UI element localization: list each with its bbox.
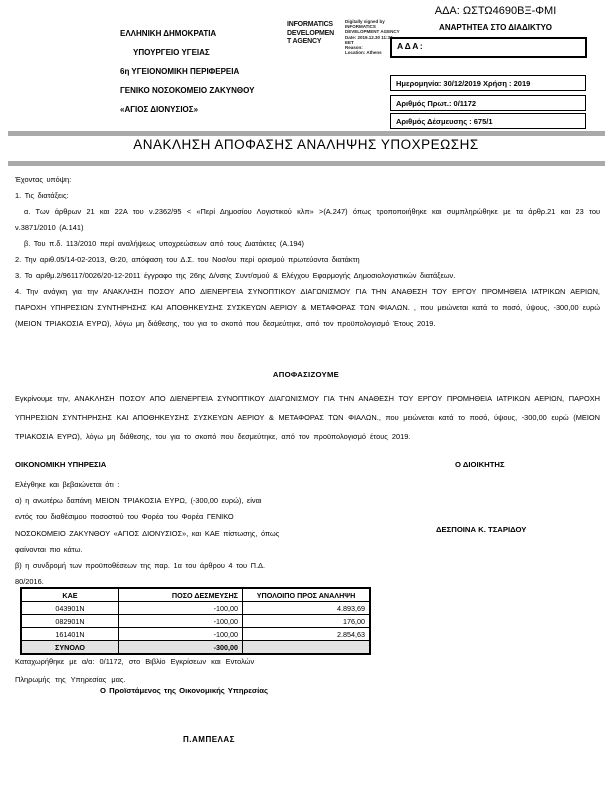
verification-line: α) η ανωτέρω δαπάνη ΜΕΙΟΝ ΤΡΙΑΚΟΣΙΑ ΕΥΡΩ, (-300,00 ευρώ), είναι (15, 496, 262, 506)
agency-stamp (287, 21, 334, 47)
preamble (15, 172, 600, 332)
title-divider-top (8, 131, 605, 136)
issuing-authority-block (120, 24, 254, 119)
decision-body: Εγκρίνουμε την, ΑΝΑΚΛΗΣΗ ΠΟΣΟΥ ΑΠΟ ΔΙΕΝΕΡΓΕΙΑ ΣΥΝΟΠΤΙΚΟΥ ΔΙΑΓΩΝΙΣΜΟΥ ΓΙΑ ΤΗΝ ΑΝΑΘΕΣΗ ΤΟΥ ΕΡΓΟΥ ΠΡΟΜΗΘΕΙΑ ΙΑΤΡΙΚΩΝ ΑΕΡΙΩΝ, ΠΑΡΟΧΗ ΥΠΗΡΕΣΙΩΝ ΣΥΝΤΗΡΗΣΗΣ ΚΑΙ ΑΠΟΘΗΚΕΥΣΗΣ ΣΥΣΚΕΥΩΝ ΑΕΡΙΟΥ & ΜΕΤΑΦΟΡΑΣ ΤΩΝ ΦΙΑΛΩΝ., που μειώνεται κατά το ποσό, ύψους, -300,00 ευρώ (ΜΕΙΟΝ ΤΡΙΑΚΟΣΙΑ ΕΥΡΩ), λόγω μη διάθεσης, του για το σκοπό που δεσμεύτηκε, από τον προϋπολογισμό έτους 2019. (15, 394, 600, 441)
document-title: ΑΝΑΚΛΗΣΗ ΑΠΟΦΑΣΗΣ ΑΝΑΛΗΨΗΣ ΥΠΟΧΡΕΩΣΗΣ (133, 137, 479, 152)
authority-line: ΥΠΟΥΡΓΕΙΟ ΥΓΕΙΑΣ (133, 48, 210, 57)
ada-box (390, 37, 587, 58)
commitments-table (20, 587, 371, 655)
verification-line: φαίνονται πιο κάτω. (15, 544, 83, 554)
title-divider-bottom (8, 161, 605, 166)
authority-line: ΓΕΝΙΚΟ ΝΟΣΟΚΟΜΕΙΟ ΖΑΚΥΝΘΟΥ (120, 86, 255, 95)
digital-signature-line: INFORMATICS (345, 24, 376, 30)
authority-line: 6η ΥΓΕΙΟΝΟΜΙΚΗ ΠΕΡΙΦΕΡΕΙΑ (120, 67, 240, 76)
remaining-cell: 4.893,69 (243, 602, 371, 615)
table-row (21, 628, 370, 641)
commander-name: ΔΕΣΠΟΙΝΑ Κ. ΤΣΑΡΙΔΟΥ (436, 525, 527, 534)
digital-signature-line: Digitally signed by (345, 19, 385, 24)
table-row (21, 602, 370, 615)
preamble-item-3: 3. Το αριθμ.2/96117/0026/20-12-2011 έγγραφο της 26ης Δ/νσης Συντ/σμού & Ελέγχου Εφαρμογής Δημοσιολογιστικών διατάξεων. (15, 271, 456, 280)
amount-cell: -100,00 (119, 628, 243, 641)
preamble-intro: Έχοντας υπόψη: (15, 175, 72, 184)
verification-line: β) η συνδρομή των προϋποθέσεων της παρ. 1α του άρθρου 4 του Π.Δ. (15, 561, 265, 571)
table-row (21, 615, 370, 628)
table-header-remaining: ΥΠΟΛΟΙΠΟ ΠΡΟΣ ΑΝΑΛΗΨΗ (243, 588, 371, 602)
digital-signature-line: DEVELOPMENT AGENCY (345, 29, 400, 35)
total-label-cell: ΣΥΝΟΛΟ (21, 641, 119, 655)
digital-signature-line: Location: Athens (345, 50, 382, 56)
commitment-number-box: Αριθμός Δέσμευσης : 675/1 (390, 113, 586, 129)
head-of-finance-title: Ο Προϊστάμενος της Οικονομικής Υπηρεσίας (100, 686, 269, 695)
decision-heading: ΑΠΟΦΑΣΙΖΟΥΜΕ (272, 370, 340, 379)
preamble-item-1: 1. Τις διατάξεις: (15, 191, 69, 200)
verification-line: Ελέγθηκε και βεβαιώνεται ότι : (15, 480, 120, 489)
financial-service-heading: ΟΙΚΟΝΟΜΙΚΗ ΥΠΗΡΕΣΙΑ (15, 460, 107, 469)
authority-line: «ΑΓΙΟΣ ΔΙΟΝΥΣΙΟΣ» (120, 105, 199, 114)
verification-line: ΝΟΣΟΚΟΜΕΙΟ ΖΑΚΥΝΘΟΥ «ΑΓΙΟΣ ΔΙΟΝΥΣΙΟΣ», και ΚΑΕ πίστωσης, όπως (15, 528, 280, 538)
remaining-cell: 2.854,63 (243, 628, 371, 641)
remaining-cell: 176,00 (243, 615, 371, 628)
amount-cell: -100,00 (119, 602, 243, 615)
agency-stamp-line: T AGENCY (287, 38, 322, 45)
preamble-item-1a: α. Των άρθρων 21 και 22Α του ν.2362/95 < «Περί Δημοσίου Λογιστικού κλπ» >(Α.247) όπως τροποποιήθηκε και συμπληρώθηκε με τα άρθρ.21 και 23 του ν.3871/2010 (Α.141) (15, 207, 600, 232)
head-of-finance-name: Π.ΑΜΠΕΛΑΣ (183, 735, 235, 744)
commander-heading: Ο ΔΙΟΙΚΗΤΗΣ (455, 460, 505, 469)
ada-box-label: ΑΔΑ: (397, 41, 425, 51)
kae-cell: 082901Ν (21, 615, 119, 628)
kae-cell: 161401Ν (21, 628, 119, 641)
verification-line: εντός του διαθέσιμου ποσοστού του Φορέα του Φορέα ΓΕΝΙΚΟ (15, 512, 234, 522)
table-total-row (21, 641, 370, 655)
date-usage-box: Ημερομηνία: 30/12/2019 Χρήση : 2019 (390, 75, 586, 91)
table-header-kae: ΚΑΕ (21, 588, 119, 602)
total-amount-cell: -300,00 (119, 641, 243, 655)
agency-stamp-line: INFORMATICS (287, 21, 333, 28)
registration-note (15, 653, 365, 689)
registration-note-line: Καταχωρήθηκε με α/α: 0/1172, στο Βιβλίο Εγκρίσεων και Εντολών (15, 657, 255, 666)
table-header-row (21, 588, 370, 602)
authority-line: ΕΛΛΗΝΙΚΗ ΔΗΜΟΚΡΑΤΙΑ (120, 29, 217, 38)
registration-note-line: Πληρωμής της Υπηρεσίας μας. (15, 675, 126, 684)
verification-text (15, 477, 355, 590)
preamble-item-1b: β. Του π.δ. 113/2010 περί αναλήψεως υποχρεώσεων από τους Διατάκτες (Α.194) (24, 239, 305, 248)
table-header-amount: ΠΟΣΟ ΔΕΣΜΕΥΣΗΣ (119, 588, 243, 602)
digital-signature-line: EET (345, 39, 354, 45)
total-remaining-cell (243, 641, 371, 655)
amount-cell: -100,00 (119, 615, 243, 628)
protocol-number-box: Αριθμός Πρωτ.: 0/1172 (390, 95, 586, 111)
kae-cell: 043901Ν (21, 602, 119, 615)
digital-signature-line: Date: 2019.12.30 11:33 (345, 34, 393, 40)
ada-number: ΑΔΑ: ΩΣΤΩ4690ΒΞ-ΦΜΙ (434, 5, 557, 17)
agency-stamp-line: DEVELOPMEN (287, 29, 335, 37)
posted-online-label: ΑΝΑΡΤΗΤΕΑ ΣΤΟ ΔΙΑΔΙΚΤΥΟ (439, 23, 552, 32)
preamble-item-4: 4. Την ανάγκη για την ΑΝΑΚΛΗΣΗ ΠΟΣΟΥ ΑΠΟ ΔΙΕΝΕΡΓΕΙΑ ΣΥΝΟΠΤΙΚΟΥ ΔΙΑΓΩΝΙΣΜΟΥ ΓΙΑ ΤΗΝ ΑΝΑΘΕΣΗ ΤΟΥ ΕΡΓΟΥ ΠΡΟΜΗΘΕΙΑ ΙΑΤΡΙΚΩΝ ΑΕΡΙΩΝ, ΠΑΡΟΧΗ ΥΠΗΡΕΣΙΩΝ ΣΥΝΤΗΡΗΣΗΣ ΚΑΙ ΑΠΟΘΗΚΕΥΣΗΣ ΣΥΣΚΕΥΩΝ ΑΕΡΙΟΥ & ΜΕΤΑΦΟΡΑΣ ΤΩΝ ΦΙΑΛΩΝ. , που μειώνεται κατά το ποσό, ύψους, -300,00 ευρώ (ΜΕΙΟΝ ΤΡΙΑΚΟΣΙΑ ΕΥΡΩ), λόγω μη διάθεσης, του για το σκοπό που δεσμεύτηκε, από τον προϋπολογισμό Έτους 2019. (15, 287, 600, 328)
verification-line: 80/2016. (15, 577, 44, 587)
digital-signature-line: Reason: (345, 45, 363, 51)
preamble-item-2: 2. Την αριθ.05/14-02-2013, Θ:20, απόφαση του Δ.Σ. του Νοσ/ου περί ορισμού πρωτεύοντα διατάκτη (15, 255, 360, 264)
